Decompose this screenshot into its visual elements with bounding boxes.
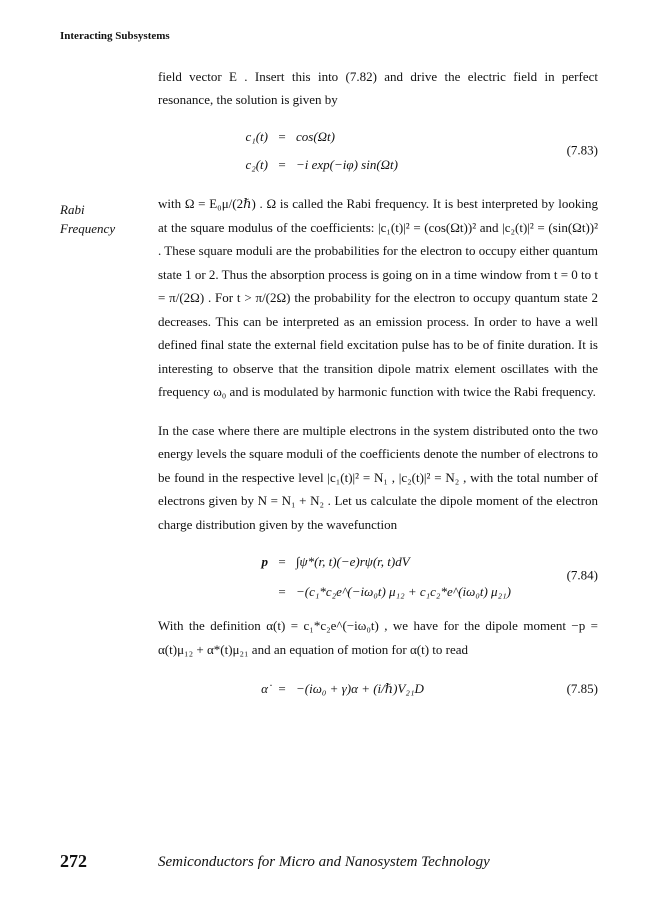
eq783-line1-lhs: c₁(t) [245, 129, 268, 145]
eq784-line2-equals: = [278, 584, 286, 600]
equation-7-84 [158, 548, 598, 604]
paragraph-rabi-frequency: with Ω = E₀μ/(2ℏ) . Ω is called the Rabi frequency. It is best interpreted by looking at the square modulus of the coefficients: |c₁(t)|² = (cos(Ωt))² and |c₂(t)|² = (sin(Ωt))² . These square moduli are the probabilities for the electron to occupy either quantum state 1 or 2. Thus the absorption process is going on in a time window from t = 0 to t = π/(2Ω) . For t > π/(2Ω) the probability for the electron to occupy quantum state 2 decreases. This can be interpreted as an emission process. In order to have a well defined final state the external field excitation pulse has to be of finite duration. It is interesting to observe that the transition dipole matrix element oscillates with the frequency ω₀ and is modulated by harmonic function with twice the Rabi frequency. [158, 196, 599, 400]
paragraph-field-vector: field vector E . Insert this into (7.82) and drive the electric field in perfect resonance, the solution is given by [158, 69, 598, 107]
book-title: Semiconductors for Micro and Nanosystem Technology [158, 854, 490, 870]
eq785-rhs: −(iω₀ + γ)α + (i/ℏ)V₂₁D [296, 681, 424, 697]
paragraph-multiple-electrons: In the case where there are multiple electrons in the system distributed onto the two energy levels the square moduli of the coefficients denote the number of electrons to be found in the respective level |c₁(t)|² = N₁ , |c₂(t)|² = N₂ , with the total number of electrons given by N = N₁ + N₂ . Let us calculate the dipole moment of the electron charge distribution given by the wavefunction [158, 422, 598, 532]
eq783-line2-equals: = [278, 157, 286, 173]
eq784-line2-rhs: −(c₁*c₂e^(−iω₀t) μ₁₂ + c₁c₂*e^(iω₀t) μ₂₁) [296, 584, 511, 600]
paragraph-dipole-definition: With the definition α(t) = c₁*c₂e^(−iω₀t) , we have for the dipole moment −p = α(t)μ₁₂ + α*(t)μ₂₁ and an equation of motion for α(t) to read [158, 618, 598, 657]
equation-number-7-85: (7.85) [566, 681, 598, 697]
equation-7-83 [158, 125, 598, 177]
equation-7-85 [158, 675, 598, 703]
page-number: 272 [60, 851, 87, 871]
eq784-line1-lhs: p [261, 554, 268, 570]
equation-number-7-84: (7.84) [566, 567, 598, 583]
eq785-lhs: α̇ [261, 681, 268, 697]
eq784-line1-rhs: ∫ψ*(r, t)(−e)rψ(r, t)dV [296, 554, 410, 570]
eq783-line1-equals: = [278, 129, 286, 145]
eq785-equals: = [278, 681, 286, 697]
margin-note-rabi-frequency [60, 200, 115, 238]
running-head: Interacting Subsystems [60, 30, 170, 42]
eq783-line2-lhs: c₂(t) [245, 157, 268, 173]
equation-number-7-83: (7.83) [566, 142, 598, 158]
eq783-line2-rhs: −i exp(−iφ) sin(Ωt) [296, 157, 399, 173]
body-column [158, 66, 598, 703]
eq783-line1-rhs: cos(Ωt) [296, 129, 335, 145]
margin-note-line-1: Rabi [60, 202, 85, 217]
margin-note-line-2: Frequency [60, 221, 116, 236]
eq784-line1-equals: = [278, 554, 286, 570]
